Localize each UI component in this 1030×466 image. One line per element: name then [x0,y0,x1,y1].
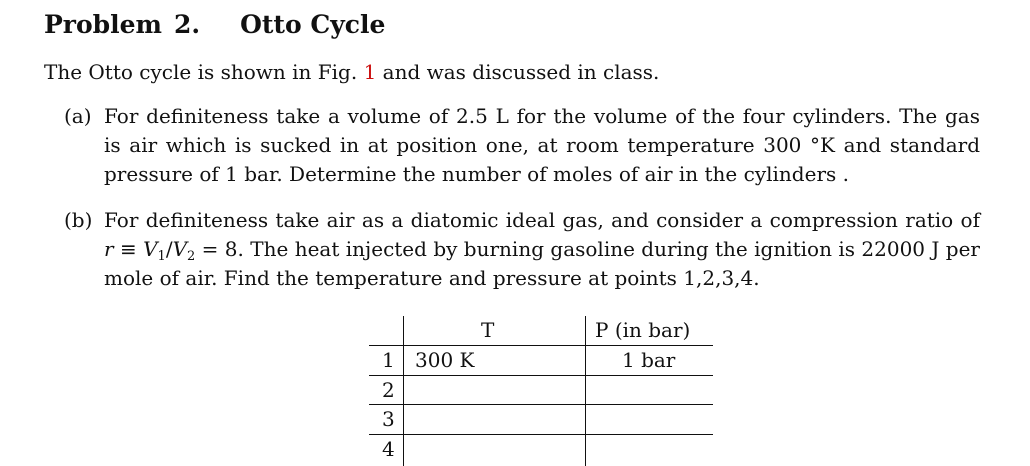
part-a [64,102,980,189]
intro-paragraph [44,60,659,84]
table-rule [369,404,713,405]
part-b [64,206,980,293]
table-rule [369,434,713,435]
table-header-p: P (in bar) [595,318,691,342]
math-slash: / [165,237,173,261]
table-header-t: T [481,318,495,342]
intro-text-after: and was discussed in class. [376,60,660,84]
problem-number: 2. [173,10,201,39]
math-v2-sub: 2 [187,249,196,264]
part-b-text-2: = 8. The heat injected by burning gasoline during the ignition is 22000 J per mole of air. Find the temperature and pressure at points 1,2,3,4. [104,237,980,290]
part-a-label: (a) [64,104,92,128]
part-b-label: (b) [64,208,93,232]
table-rule [585,316,586,466]
math-v2: V [172,237,188,261]
table-row-label: 4 [382,437,395,461]
math-r: r [104,237,114,261]
part-b-text-1: For definiteness take air as a diatomic ideal gas, and consider a compression ratio of [104,208,980,232]
table-rule [369,375,713,376]
table-rule [403,316,404,466]
table-rule [369,345,713,346]
problem-label: Problem [44,10,162,39]
math-v1-sub: 1 [157,249,166,264]
figure-reference-link[interactable]: 1 [363,60,377,84]
problem-title [44,10,385,39]
table-row-label: 1 [382,348,395,372]
intro-text-before: The Otto cycle is shown in Fig. [44,60,364,84]
math-equiv: ≡ [113,237,144,261]
results-table [369,316,713,466]
table-row-label: 3 [382,407,395,431]
table-row-label: 2 [382,378,395,402]
table-cell-p: 1 bar [622,348,676,372]
part-a-text: For definiteness take a volume of 2.5 L for the volume of the four cylinders. The gas is air which is sucked in at position one, at room temperature 300 °K and standard pressure of 1 bar. Determine the number of moles of air in the cylinders . [104,104,980,186]
part-b-text [104,206,980,293]
problem-name: Otto Cycle [240,10,386,39]
table-cell-t: 300 K [415,348,475,372]
math-v1: V [143,237,158,261]
